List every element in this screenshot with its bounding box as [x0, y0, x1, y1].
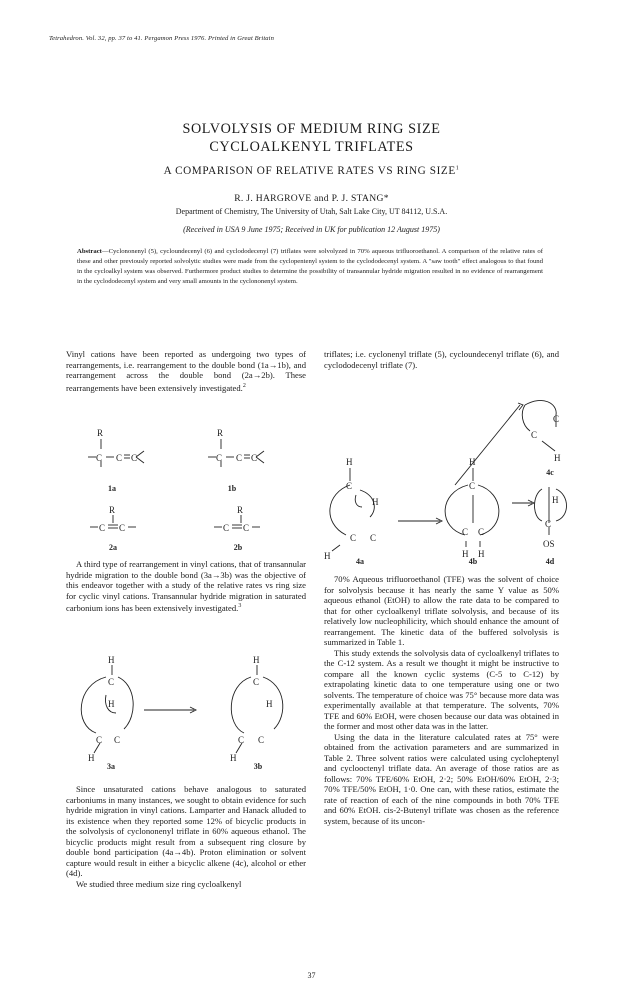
s4c-H: H — [554, 453, 561, 463]
abstract — [77, 247, 543, 287]
s1b-R: R — [217, 428, 224, 438]
s2b-R: R — [237, 505, 244, 515]
left-para-2-text: A third type of rearrangement in vinyl cations, that of transannular hydride migration to the double bond (3a→3b) was the objective of this endeavor together with a study of the relative rates vs ring size for cyclic vinyl cations. Transannular hydride migration in saturated carbonium ions has been extensively investigated. — [66, 559, 306, 613]
s2a-C2: C — [119, 523, 126, 533]
s4a-H-bottom: H — [324, 551, 331, 561]
label-3a: 3a — [107, 762, 115, 771]
received-dates: (Received in USA 9 June 1975; Received in UK for publication 12 August 1975) — [183, 225, 440, 234]
s3a-C-top: C — [108, 677, 115, 687]
s4c-C1: C — [553, 414, 560, 424]
title-line-1: SOLVOLYSIS OF MEDIUM RING SIZE — [182, 121, 441, 137]
abstract-label: Abstract — [77, 248, 102, 255]
subtitle — [0, 165, 623, 177]
s3b-H-mid: H — [266, 699, 273, 709]
s3b-H-bottom: H — [230, 753, 237, 763]
abstract-text: —Cyclononenyl (5), cycloundecenyl (6) and cyclododecenyl (7) triflates were solvolyzed in 70% aqueous trifluoroethanol. A comparison of the relative rates of these and other previously reported solvolytic studies were made from the cyclopentenyl system to the cyclododecenyl system. A "saw tooth" effect analogous to that found in the cycloalkyl system was observed. Furthermore product studies to determine the possibility of transannular hydride migration resulted in no evidence of rearrangement in the cyclododecenyl system and very small amounts in the cyclononenyl system. — [77, 248, 543, 286]
subtitle-text: A COMPARISON OF RELATIVE RATES VS RING SIZE — [163, 165, 456, 177]
s2b-C1: C — [223, 523, 230, 533]
right-para-4: Using the data in the literature calculated rates at 75° were obtained from the activation parameters and are summarized in Table 2. Three solvent ratios were calculated using cycloheptenyl and cyclooctenyl triflate data. An average of those ratios are as follows: 70% TFE/60% EtOH, 2·2; 50% EtOH/60% EtOH, 2·3; 70% TFE/50% EtOH, 1·0. One can, with these ratios, estimate the rate of reaction of each of the nine compounds in both 70% TFE and 60% EtOH. cis-2-Butenyl triflate was chosen as the reference system, because of its uncon- — [324, 731, 559, 826]
s1a-C1: C — [96, 453, 103, 463]
s4b-C-top: C — [469, 481, 476, 491]
left-para-1 — [66, 349, 306, 393]
s4c-C2: C — [531, 430, 538, 440]
right-body — [324, 574, 559, 826]
structures-1-2 — [66, 425, 306, 555]
s3a-C-b: C — [114, 735, 121, 745]
s3a-H-bottom: H — [88, 753, 95, 763]
s4a-H-top: H — [346, 457, 353, 467]
s1b-C3: C — [251, 453, 258, 463]
journal-citation: Tetrahedron. Vol. 32, pp. 37 to 41. Pergamon Press 1976. Printed in Great Britain — [49, 35, 275, 42]
title-line-2: CYCLOALKENYL TRIFLATES — [209, 139, 414, 155]
left-para-3-text: Since unsaturated cations behave analogous to saturated carboniums in many instances, we sought to obtain evidence for such hydride migration in vinyl cations. Lamparter and Hanack alluded to its existence when they reported some 12% of bicyclic products in the solvolysis of cyclononenyl triflate in 60% aqueous ethanol. The bicyclic products might result from a subsequent ring closure by double bond participation (4a→4b). Proton elimination or solvent capture would result in either a bicyclic alkene (4c), alcohol or ether (4d). — [66, 784, 306, 878]
s2a-R: R — [109, 505, 116, 515]
s4a-C-top: C — [346, 481, 353, 491]
s3a-H-top: H — [108, 655, 115, 665]
left-para-1-text: Vinyl cations have been reported as undergoing two types of rearrangements, i.e. rearrangement to the double bond (1a→1b), and rearrangement across the double bond (2a→2b). These rearrangements have been extensively investigated. — [66, 349, 306, 393]
page-number: 37 — [307, 971, 316, 980]
s4a-H-mid: H — [372, 497, 379, 507]
subtitle-footnote-ref: 1 — [455, 165, 460, 172]
s4d-H: H — [552, 495, 559, 505]
label-1a: 1a — [108, 484, 116, 493]
right-para-3: This study extends the solvolysis data of cycloalkenyl triflates to the C-12 system. As a result we thought it might be instructive to compare all the known cyclic systems (C-5 to C-12) by extrapolating kinetic data to one temperature using one or two solvents. The temperature of choice was 75° because more data was experimentally available at that temperature. The solvents, 70% TFE and 60% EtOH, were chosen because our data was obtained in the former and most other data was in the latter. — [324, 647, 559, 731]
s3b-C-top: C — [253, 677, 260, 687]
s4a-C-a: C — [350, 533, 357, 543]
label-4a: 4a — [356, 557, 364, 566]
s1a-C2: C — [116, 453, 123, 463]
label-3b: 3b — [253, 762, 263, 771]
s4d-OS: OS — [543, 539, 555, 549]
authors: R. J. HARGROVE and P. J. STANG* — [234, 193, 389, 204]
label-2a: 2a — [109, 543, 117, 552]
s1a-C3: C — [131, 453, 138, 463]
s3a-H-mid: H — [108, 699, 115, 709]
left-para-1-ref: 2 — [242, 382, 246, 389]
label-1b: 1b — [227, 484, 237, 493]
left-para-3 — [66, 784, 306, 889]
left-para-2 — [66, 559, 306, 613]
structures-4 — [320, 393, 565, 565]
s1a-R: R — [97, 428, 104, 438]
label-4d: 4d — [545, 557, 555, 566]
right-para-2: 70% Aqueous trifluoroethanol (TFE) was the solvent of choice for solvolysis because it has nearly the same Y value as 50% aqueous ethanol (EtOH) to allow the rate data to be compared to that for other cycloalkenyl triflate solvolysis, and because of its relatively low nucleophilicity, which should enhance the amount of rearrangement. The kinetic data of the buffered solvolysis is summarized in Table 1. — [324, 574, 559, 647]
right-para-1: triflates; i.e. cyclonenyl triflate (5), cycloundecenyl triflate (6), and cyclododecenyl triflate (7). — [324, 349, 559, 370]
s4b-H-b: H — [478, 549, 485, 559]
label-2b: 2b — [233, 543, 243, 552]
s4d-C: C — [545, 519, 552, 529]
s4b-H-top: H — [469, 457, 476, 467]
s4a-C-b: C — [370, 533, 377, 543]
s1b-C2: C — [236, 453, 243, 463]
s2a-C1: C — [99, 523, 106, 533]
s3b-H-top: H — [253, 655, 260, 665]
s3a-C-a: C — [96, 735, 103, 745]
label-4b: 4b — [468, 557, 478, 566]
label-4c: 4c — [546, 468, 554, 477]
s4b-H-a: H — [462, 549, 469, 559]
s3b-C-b: C — [258, 735, 265, 745]
s3b-C-a: C — [238, 735, 245, 745]
s4b-C-b: C — [478, 527, 485, 537]
affiliation: Department of Chemistry, The University of Utah, Salt Lake City, UT 84112, U.S.A. — [175, 207, 448, 216]
s4b-C-a: C — [462, 527, 469, 537]
s2b-C2: C — [243, 523, 250, 533]
s1b-C1: C — [216, 453, 223, 463]
structures-3 — [66, 655, 306, 770]
left-para-2-ref: 3 — [238, 603, 242, 609]
left-para-4-text: We studied three medium size ring cycloalkenyl — [76, 878, 242, 889]
